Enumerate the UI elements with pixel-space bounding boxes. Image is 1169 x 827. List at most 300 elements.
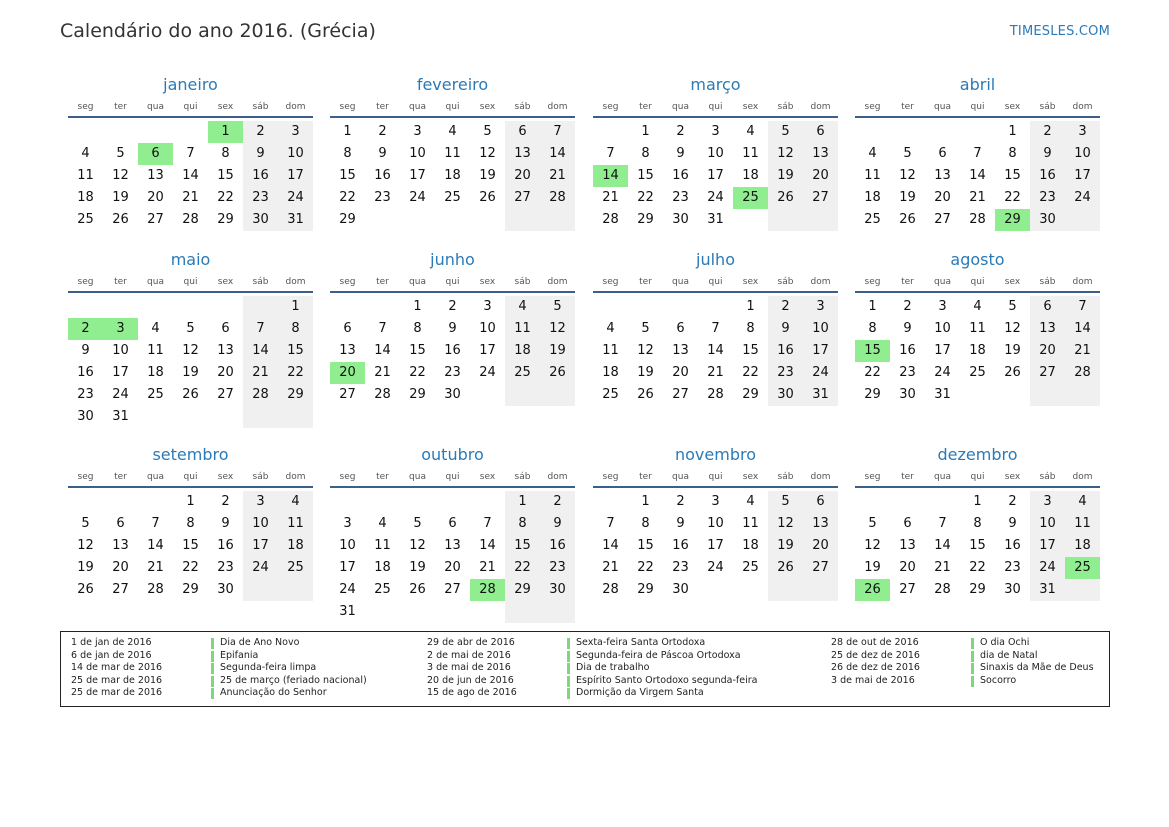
day-cell[interactable]: 15 <box>637 538 654 553</box>
day-cell[interactable]: 17 <box>278 165 313 187</box>
day-cell[interactable]: 1 <box>208 121 243 143</box>
day-cell[interactable]: 29 <box>339 212 356 227</box>
day-cell[interactable]: 6 <box>676 321 685 336</box>
day-cell[interactable]: 6 <box>938 146 947 161</box>
day-cell[interactable]: 28 <box>147 582 164 597</box>
day-cell[interactable]: 16 <box>768 340 803 362</box>
day-cell[interactable]: 21 <box>602 560 619 575</box>
day-cell[interactable]: 14 <box>479 538 496 553</box>
day-cell[interactable]: 7 <box>243 318 278 340</box>
day-cell[interactable]: 27 <box>505 187 540 209</box>
day-cell[interactable]: 20 <box>803 165 838 187</box>
day-cell[interactable]: 18 <box>505 340 540 362</box>
day-cell[interactable]: 3 <box>483 299 492 314</box>
day-cell[interactable]: 13 <box>147 168 164 183</box>
day-cell[interactable]: 23 <box>768 362 803 384</box>
day-cell[interactable]: 7 <box>151 516 160 531</box>
day-cell[interactable]: 12 <box>77 538 94 553</box>
day-cell[interactable]: 4 <box>746 124 755 139</box>
day-cell[interactable]: 17 <box>1030 535 1065 557</box>
day-cell[interactable]: 4 <box>151 321 160 336</box>
day-cell[interactable]: 1 <box>505 491 540 513</box>
day-cell[interactable]: 5 <box>903 146 912 161</box>
day-cell[interactable]: 11 <box>77 168 94 183</box>
day-cell[interactable]: 30 <box>672 582 689 597</box>
day-cell[interactable]: 16 <box>672 538 689 553</box>
day-cell[interactable]: 1 <box>1008 124 1017 139</box>
day-cell[interactable]: 1 <box>186 494 195 509</box>
day-cell[interactable]: 25 <box>733 187 768 209</box>
day-cell[interactable]: 29 <box>182 582 199 597</box>
day-cell[interactable]: 8 <box>505 513 540 535</box>
day-cell[interactable]: 8 <box>746 321 755 336</box>
day-cell[interactable]: 3 <box>278 121 313 143</box>
day-cell[interactable]: 27 <box>672 387 689 402</box>
day-cell[interactable]: 21 <box>1065 340 1100 362</box>
day-cell[interactable]: 24 <box>707 560 724 575</box>
day-cell[interactable]: 5 <box>81 516 90 531</box>
day-cell[interactable]: 9 <box>540 513 575 535</box>
day-cell[interactable]: 21 <box>182 190 199 205</box>
day-cell[interactable]: 1 <box>413 299 422 314</box>
day-cell[interactable]: 14 <box>243 340 278 362</box>
day-cell[interactable]: 18 <box>77 190 94 205</box>
day-cell[interactable]: 7 <box>186 146 195 161</box>
day-cell[interactable]: 9 <box>676 516 685 531</box>
day-cell[interactable]: 19 <box>1004 343 1021 358</box>
day-cell[interactable]: 29 <box>637 212 654 227</box>
day-cell[interactable]: 1 <box>641 494 650 509</box>
day-cell[interactable]: 19 <box>637 365 654 380</box>
day-cell[interactable]: 4 <box>973 299 982 314</box>
day-cell[interactable]: 20 <box>803 535 838 557</box>
day-cell[interactable]: 3 <box>413 124 422 139</box>
day-cell[interactable]: 1 <box>746 299 755 314</box>
day-cell[interactable]: 7 <box>483 516 492 531</box>
day-cell[interactable]: 12 <box>637 343 654 358</box>
day-cell[interactable]: 28 <box>243 384 278 406</box>
day-cell[interactable]: 30 <box>217 582 234 597</box>
day-cell[interactable]: 15 <box>278 340 313 362</box>
day-cell[interactable]: 17 <box>707 538 724 553</box>
day-cell[interactable]: 26 <box>409 582 426 597</box>
day-cell[interactable]: 15 <box>217 168 234 183</box>
day-cell[interactable]: 30 <box>540 579 575 601</box>
day-cell[interactable]: 29 <box>969 582 986 597</box>
day-cell[interactable]: 7 <box>711 321 720 336</box>
day-cell[interactable]: 12 <box>182 343 199 358</box>
day-cell[interactable]: 6 <box>1030 296 1065 318</box>
day-cell[interactable]: 24 <box>339 582 356 597</box>
day-cell[interactable]: 28 <box>540 187 575 209</box>
day-cell[interactable]: 11 <box>864 168 881 183</box>
day-cell[interactable]: 10 <box>1065 143 1100 165</box>
day-cell[interactable]: 18 <box>742 538 759 553</box>
day-cell[interactable]: 21 <box>602 190 619 205</box>
day-cell[interactable]: 10 <box>278 143 313 165</box>
day-cell[interactable]: 3 <box>243 491 278 513</box>
day-cell[interactable]: 30 <box>768 384 803 406</box>
day-cell[interactable]: 11 <box>742 146 759 161</box>
day-cell[interactable]: 11 <box>969 321 986 336</box>
day-cell[interactable]: 19 <box>540 340 575 362</box>
day-cell[interactable]: 11 <box>444 146 461 161</box>
day-cell[interactable]: 15 <box>855 340 890 362</box>
day-cell[interactable]: 17 <box>479 343 496 358</box>
day-cell[interactable]: 31 <box>1030 579 1065 601</box>
day-cell[interactable]: 19 <box>864 560 881 575</box>
day-cell[interactable]: 10 <box>707 516 724 531</box>
day-cell[interactable]: 11 <box>1065 513 1100 535</box>
day-cell[interactable]: 6 <box>903 516 912 531</box>
day-cell[interactable]: 7 <box>1065 296 1100 318</box>
day-cell[interactable]: 26 <box>768 557 803 579</box>
day-cell[interactable]: 5 <box>540 296 575 318</box>
day-cell[interactable]: 19 <box>899 190 916 205</box>
day-cell[interactable]: 28 <box>969 212 986 227</box>
day-cell[interactable]: 10 <box>934 321 951 336</box>
day-cell[interactable]: 15 <box>182 538 199 553</box>
day-cell[interactable]: 22 <box>409 365 426 380</box>
day-cell[interactable]: 31 <box>707 212 724 227</box>
day-cell[interactable]: 10 <box>479 321 496 336</box>
day-cell[interactable]: 21 <box>707 365 724 380</box>
day-cell[interactable]: 23 <box>672 190 689 205</box>
day-cell[interactable]: 3 <box>103 318 138 340</box>
day-cell[interactable]: 28 <box>707 387 724 402</box>
day-cell[interactable]: 9 <box>243 143 278 165</box>
day-cell[interactable]: 23 <box>672 560 689 575</box>
day-cell[interactable]: 28 <box>182 212 199 227</box>
day-cell[interactable]: 9 <box>448 321 457 336</box>
day-cell[interactable]: 23 <box>374 190 391 205</box>
day-cell[interactable]: 25 <box>742 560 759 575</box>
day-cell[interactable]: 16 <box>899 343 916 358</box>
day-cell[interactable]: 22 <box>864 365 881 380</box>
day-cell[interactable]: 2 <box>768 296 803 318</box>
day-cell[interactable]: 20 <box>899 560 916 575</box>
day-cell[interactable]: 12 <box>768 513 803 535</box>
day-cell[interactable]: 14 <box>602 538 619 553</box>
day-cell[interactable]: 29 <box>864 387 881 402</box>
day-cell[interactable]: 20 <box>444 560 461 575</box>
day-cell[interactable]: 25 <box>147 387 164 402</box>
day-cell[interactable]: 20 <box>1030 340 1065 362</box>
day-cell[interactable]: 11 <box>602 343 619 358</box>
day-cell[interactable]: 9 <box>1030 143 1065 165</box>
day-cell[interactable]: 7 <box>938 516 947 531</box>
day-cell[interactable]: 21 <box>147 560 164 575</box>
day-cell[interactable]: 22 <box>1004 190 1021 205</box>
day-cell[interactable]: 5 <box>483 124 492 139</box>
day-cell[interactable]: 7 <box>606 146 615 161</box>
day-cell[interactable]: 18 <box>1065 535 1100 557</box>
day-cell[interactable]: 4 <box>448 124 457 139</box>
day-cell[interactable]: 27 <box>217 387 234 402</box>
day-cell[interactable]: 29 <box>505 579 540 601</box>
day-cell[interactable]: 10 <box>112 343 129 358</box>
day-cell[interactable]: 26 <box>899 212 916 227</box>
day-cell[interactable]: 14 <box>374 343 391 358</box>
day-cell[interactable]: 2 <box>676 124 685 139</box>
day-cell[interactable]: 20 <box>934 190 951 205</box>
day-cell[interactable]: 24 <box>1065 187 1100 209</box>
day-cell[interactable]: 2 <box>676 494 685 509</box>
day-cell[interactable]: 7 <box>378 321 387 336</box>
day-cell[interactable]: 14 <box>540 143 575 165</box>
day-cell[interactable]: 16 <box>1004 538 1021 553</box>
day-cell[interactable]: 30 <box>672 212 689 227</box>
day-cell[interactable]: 27 <box>899 582 916 597</box>
day-cell[interactable]: 19 <box>182 365 199 380</box>
day-cell[interactable]: 19 <box>112 190 129 205</box>
day-cell[interactable]: 4 <box>81 146 90 161</box>
day-cell[interactable]: 20 <box>217 365 234 380</box>
day-cell[interactable]: 18 <box>864 190 881 205</box>
day-cell[interactable]: 3 <box>711 124 720 139</box>
day-cell[interactable]: 24 <box>278 187 313 209</box>
day-cell[interactable]: 17 <box>339 560 356 575</box>
day-cell[interactable]: 22 <box>278 362 313 384</box>
day-cell[interactable]: 5 <box>868 516 877 531</box>
day-cell[interactable]: 23 <box>243 187 278 209</box>
day-cell[interactable]: 4 <box>868 146 877 161</box>
day-cell[interactable]: 29 <box>409 387 426 402</box>
day-cell[interactable]: 9 <box>221 516 230 531</box>
day-cell[interactable]: 9 <box>903 321 912 336</box>
day-cell[interactable]: 16 <box>217 538 234 553</box>
day-cell[interactable]: 17 <box>409 168 426 183</box>
day-cell[interactable]: 25 <box>444 190 461 205</box>
day-cell[interactable]: 14 <box>182 168 199 183</box>
day-cell[interactable]: 24 <box>409 190 426 205</box>
day-cell[interactable]: 16 <box>444 343 461 358</box>
day-cell[interactable]: 24 <box>707 190 724 205</box>
day-cell[interactable]: 18 <box>444 168 461 183</box>
day-cell[interactable]: 26 <box>637 387 654 402</box>
day-cell[interactable]: 19 <box>409 560 426 575</box>
day-cell[interactable]: 2 <box>1030 121 1065 143</box>
day-cell[interactable]: 19 <box>479 168 496 183</box>
day-cell[interactable]: 23 <box>444 365 461 380</box>
day-cell[interactable]: 5 <box>116 146 125 161</box>
day-cell[interactable]: 6 <box>221 321 230 336</box>
day-cell[interactable]: 28 <box>374 387 391 402</box>
day-cell[interactable]: 8 <box>868 321 877 336</box>
day-cell[interactable]: 2 <box>378 124 387 139</box>
day-cell[interactable]: 1 <box>868 299 877 314</box>
day-cell[interactable]: 24 <box>1030 557 1065 579</box>
day-cell[interactable]: 29 <box>637 582 654 597</box>
day-cell[interactable]: 30 <box>77 409 94 424</box>
day-cell[interactable]: 17 <box>112 365 129 380</box>
day-cell[interactable]: 2 <box>243 121 278 143</box>
day-cell[interactable]: 15 <box>969 538 986 553</box>
day-cell[interactable]: 12 <box>540 318 575 340</box>
day-cell[interactable]: 11 <box>374 538 391 553</box>
day-cell[interactable]: 18 <box>147 365 164 380</box>
day-cell[interactable]: 27 <box>147 212 164 227</box>
day-cell[interactable]: 9 <box>676 146 685 161</box>
day-cell[interactable]: 14 <box>707 343 724 358</box>
day-cell[interactable]: 4 <box>505 296 540 318</box>
day-cell[interactable]: 3 <box>343 516 352 531</box>
day-cell[interactable]: 21 <box>969 190 986 205</box>
day-cell[interactable]: 24 <box>112 387 129 402</box>
day-cell[interactable]: 22 <box>182 560 199 575</box>
day-cell[interactable]: 9 <box>768 318 803 340</box>
day-cell[interactable]: 17 <box>707 168 724 183</box>
day-cell[interactable]: 31 <box>278 209 313 231</box>
day-cell[interactable]: 18 <box>969 343 986 358</box>
day-cell[interactable]: 14 <box>934 538 951 553</box>
day-cell[interactable]: 7 <box>606 516 615 531</box>
day-cell[interactable]: 23 <box>217 560 234 575</box>
day-cell[interactable]: 22 <box>505 557 540 579</box>
day-cell[interactable]: 17 <box>1065 165 1100 187</box>
day-cell[interactable]: 8 <box>221 146 230 161</box>
day-cell[interactable]: 22 <box>742 365 759 380</box>
day-cell[interactable]: 20 <box>505 165 540 187</box>
day-cell[interactable]: 6 <box>803 491 838 513</box>
day-cell[interactable]: 13 <box>934 168 951 183</box>
day-cell[interactable]: 13 <box>803 143 838 165</box>
day-cell[interactable]: 19 <box>768 165 803 187</box>
day-cell[interactable]: 6 <box>116 516 125 531</box>
day-cell[interactable]: 1 <box>641 124 650 139</box>
day-cell[interactable]: 23 <box>1004 560 1021 575</box>
day-cell[interactable]: 27 <box>444 582 461 597</box>
day-cell[interactable]: 26 <box>855 579 890 601</box>
day-cell[interactable]: 11 <box>147 343 164 358</box>
day-cell[interactable]: 27 <box>339 387 356 402</box>
day-cell[interactable]: 11 <box>505 318 540 340</box>
day-cell[interactable]: 14 <box>1065 318 1100 340</box>
day-cell[interactable]: 13 <box>803 513 838 535</box>
day-cell[interactable]: 23 <box>77 387 94 402</box>
day-cell[interactable]: 15 <box>637 168 654 183</box>
day-cell[interactable]: 6 <box>448 516 457 531</box>
day-cell[interactable]: 16 <box>77 365 94 380</box>
day-cell[interactable]: 31 <box>112 409 129 424</box>
day-cell[interactable]: 6 <box>343 321 352 336</box>
day-cell[interactable]: 25 <box>969 365 986 380</box>
day-cell[interactable]: 12 <box>409 538 426 553</box>
day-cell[interactable]: 6 <box>505 121 540 143</box>
day-cell[interactable]: 13 <box>1030 318 1065 340</box>
day-cell[interactable]: 31 <box>803 384 838 406</box>
day-cell[interactable]: 5 <box>641 321 650 336</box>
day-cell[interactable]: 8 <box>641 146 650 161</box>
day-cell[interactable]: 5 <box>186 321 195 336</box>
day-cell[interactable]: 26 <box>182 387 199 402</box>
day-cell[interactable]: 11 <box>278 513 313 535</box>
day-cell[interactable]: 25 <box>1065 557 1100 579</box>
day-cell[interactable]: 29 <box>278 384 313 406</box>
day-cell[interactable]: 3 <box>1065 121 1100 143</box>
day-cell[interactable]: 23 <box>899 365 916 380</box>
day-cell[interactable]: 13 <box>444 538 461 553</box>
day-cell[interactable]: 22 <box>637 560 654 575</box>
day-cell[interactable]: 30 <box>444 387 461 402</box>
day-cell[interactable]: 6 <box>803 121 838 143</box>
day-cell[interactable]: 24 <box>934 365 951 380</box>
day-cell[interactable]: 8 <box>413 321 422 336</box>
day-cell[interactable]: 10 <box>803 318 838 340</box>
day-cell[interactable]: 15 <box>339 168 356 183</box>
day-cell[interactable]: 2 <box>540 491 575 513</box>
day-cell[interactable]: 10 <box>339 538 356 553</box>
day-cell[interactable]: 29 <box>742 387 759 402</box>
day-cell[interactable]: 26 <box>112 212 129 227</box>
day-cell[interactable]: 20 <box>112 560 129 575</box>
day-cell[interactable]: 13 <box>899 538 916 553</box>
day-cell[interactable]: 15 <box>505 535 540 557</box>
day-cell[interactable]: 25 <box>505 362 540 384</box>
day-cell[interactable]: 4 <box>278 491 313 513</box>
day-cell[interactable]: 4 <box>606 321 615 336</box>
day-cell[interactable]: 3 <box>711 494 720 509</box>
day-cell[interactable]: 13 <box>505 143 540 165</box>
day-cell[interactable]: 10 <box>243 513 278 535</box>
day-cell[interactable]: 8 <box>641 516 650 531</box>
day-cell[interactable]: 9 <box>378 146 387 161</box>
day-cell[interactable]: 17 <box>803 340 838 362</box>
day-cell[interactable]: 5 <box>768 121 803 143</box>
day-cell[interactable]: 29 <box>217 212 234 227</box>
day-cell[interactable]: 14 <box>147 538 164 553</box>
day-cell[interactable]: 4 <box>378 516 387 531</box>
day-cell[interactable]: 16 <box>374 168 391 183</box>
day-cell[interactable]: 14 <box>593 165 628 187</box>
day-cell[interactable]: 31 <box>934 387 951 402</box>
day-cell[interactable]: 25 <box>864 212 881 227</box>
day-cell[interactable]: 5 <box>413 516 422 531</box>
day-cell[interactable]: 21 <box>540 165 575 187</box>
day-cell[interactable]: 16 <box>540 535 575 557</box>
day-cell[interactable]: 10 <box>409 146 426 161</box>
day-cell[interactable]: 27 <box>803 557 838 579</box>
day-cell[interactable]: 4 <box>746 494 755 509</box>
day-cell[interactable]: 20 <box>330 362 365 384</box>
day-cell[interactable]: 27 <box>803 187 838 209</box>
day-cell[interactable]: 25 <box>374 582 391 597</box>
day-cell[interactable]: 26 <box>479 190 496 205</box>
day-cell[interactable]: 6 <box>138 143 173 165</box>
day-cell[interactable]: 22 <box>339 190 356 205</box>
day-cell[interactable]: 24 <box>803 362 838 384</box>
day-cell[interactable]: 31 <box>339 604 356 619</box>
day-cell[interactable]: 4 <box>1065 491 1100 513</box>
day-cell[interactable]: 17 <box>243 535 278 557</box>
day-cell[interactable]: 7 <box>540 121 575 143</box>
day-cell[interactable]: 13 <box>217 343 234 358</box>
day-cell[interactable]: 10 <box>707 146 724 161</box>
day-cell[interactable]: 24 <box>243 557 278 579</box>
day-cell[interactable]: 26 <box>768 187 803 209</box>
day-cell[interactable]: 22 <box>969 560 986 575</box>
day-cell[interactable]: 8 <box>278 318 313 340</box>
day-cell[interactable]: 1 <box>343 124 352 139</box>
day-cell[interactable]: 1 <box>973 494 982 509</box>
day-cell[interactable]: 16 <box>243 165 278 187</box>
day-cell[interactable]: 13 <box>112 538 129 553</box>
day-cell[interactable]: 8 <box>343 146 352 161</box>
day-cell[interactable]: 2 <box>221 494 230 509</box>
day-cell[interactable]: 12 <box>479 146 496 161</box>
day-cell[interactable]: 19 <box>77 560 94 575</box>
day-cell[interactable]: 30 <box>1004 582 1021 597</box>
